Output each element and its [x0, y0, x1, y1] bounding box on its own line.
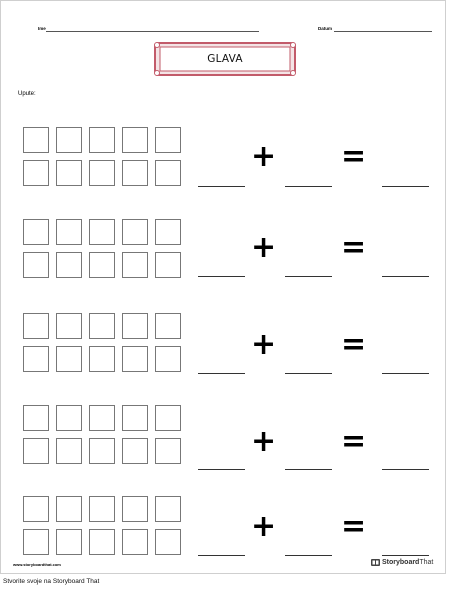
grid-cell: [56, 496, 82, 522]
grid-cell: [23, 346, 49, 372]
sum-blank: [382, 276, 429, 277]
grid-cell: [122, 127, 148, 153]
grid-cell: [23, 313, 49, 339]
grid-cell: [155, 160, 181, 186]
grid-cell: [23, 438, 49, 464]
grid-cell: [23, 496, 49, 522]
equals-sign: =: [341, 327, 367, 362]
addend-1-blank: [198, 186, 245, 187]
grid-cell: [89, 219, 115, 245]
grid-cell: [89, 496, 115, 522]
grid-cell: [56, 405, 82, 431]
grid-cell: [23, 405, 49, 431]
grid-cell: [155, 313, 181, 339]
grid-cell: [23, 252, 49, 278]
grid-cell: [155, 438, 181, 464]
worksheet-title: GLAVA: [207, 53, 243, 65]
grid-cell: [122, 313, 148, 339]
addend-1-blank: [198, 373, 245, 374]
grid-cell: [23, 529, 49, 555]
plus-sign: +: [251, 509, 277, 544]
equals-sign: =: [341, 509, 367, 544]
counting-grid: [23, 313, 181, 372]
grid-cell: [89, 405, 115, 431]
problem-row: [1, 496, 447, 566]
plus-sign: +: [251, 327, 277, 362]
counting-grid: [23, 127, 181, 186]
plus-sign: +: [251, 230, 277, 265]
sum-blank: [382, 555, 429, 556]
brand-storyboard: Storyboard: [382, 559, 420, 566]
sum-blank: [382, 373, 429, 374]
grid-cell: [56, 529, 82, 555]
addend-2-blank: [285, 276, 332, 277]
grid-cell: [155, 405, 181, 431]
grid-cell: [89, 438, 115, 464]
grid-cell: [23, 219, 49, 245]
grid-cell: [122, 438, 148, 464]
grid-cell: [56, 127, 82, 153]
grid-cell: [155, 252, 181, 278]
grid-cell: [56, 219, 82, 245]
grid-cell: [23, 127, 49, 153]
addend-1-blank: [198, 555, 245, 556]
storyboard-logo-icon: [371, 559, 380, 566]
grid-cell: [155, 529, 181, 555]
addend-1-blank: [198, 276, 245, 277]
addend-2-blank: [285, 373, 332, 374]
grid-cell: [122, 252, 148, 278]
problem-row: [1, 127, 447, 197]
problem-row: [1, 219, 447, 289]
grid-cell: [155, 219, 181, 245]
sum-blank: [382, 186, 429, 187]
name-label: Ime: [38, 26, 46, 31]
grid-cell: [155, 127, 181, 153]
grid-cell: [122, 160, 148, 186]
storyboardthat-brand: [371, 559, 433, 566]
counting-grid: [23, 405, 181, 464]
problem-row: [1, 313, 447, 383]
grid-cell: [56, 346, 82, 372]
grid-cell: [56, 438, 82, 464]
grid-cell: [89, 346, 115, 372]
date-label: Datum: [318, 26, 333, 31]
grid-cell: [23, 160, 49, 186]
addend-2-blank: [285, 469, 332, 470]
brand-that: That: [419, 559, 434, 566]
addend-2-blank: [285, 186, 332, 187]
grid-cell: [122, 219, 148, 245]
counting-grid: [23, 219, 181, 278]
title-frame: [153, 41, 297, 77]
instructions-label: Upute:: [18, 91, 36, 97]
grid-cell: [122, 529, 148, 555]
problem-row: [1, 405, 447, 475]
name-line: [46, 31, 259, 32]
plus-sign: +: [251, 424, 277, 459]
grid-cell: [155, 346, 181, 372]
equals-sign: =: [341, 139, 367, 174]
grid-cell: [155, 496, 181, 522]
plus-sign: +: [251, 139, 277, 174]
addend-2-blank: [285, 555, 332, 556]
grid-cell: [89, 252, 115, 278]
grid-cell: [56, 313, 82, 339]
equals-sign: =: [341, 230, 367, 265]
date-line: [334, 31, 432, 32]
grid-cell: [89, 127, 115, 153]
grid-cell: [89, 529, 115, 555]
equals-sign: =: [341, 424, 367, 459]
grid-cell: [122, 405, 148, 431]
sum-blank: [382, 469, 429, 470]
grid-cell: [89, 313, 115, 339]
grid-cell: [56, 252, 82, 278]
grid-cell: [122, 496, 148, 522]
addend-1-blank: [198, 469, 245, 470]
grid-cell: [56, 160, 82, 186]
counting-grid: [23, 496, 181, 555]
grid-cell: [89, 160, 115, 186]
footer-url: www.storyboardthat.com: [13, 562, 61, 567]
grid-cell: [122, 346, 148, 372]
create-your-own-caption[interactable]: Stvorite svoje na Storyboard That: [3, 578, 100, 585]
